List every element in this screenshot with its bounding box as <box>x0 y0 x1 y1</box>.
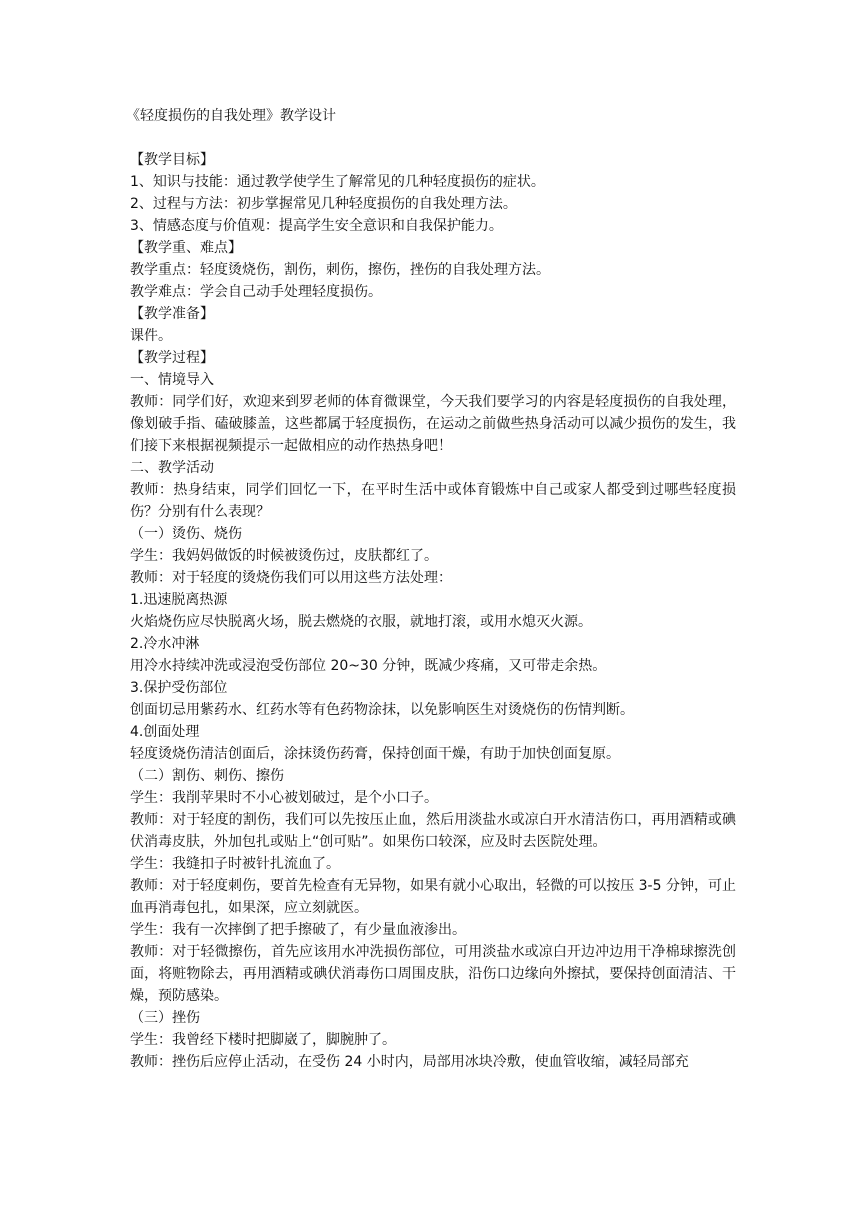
body-paragraph: 教师：对于轻度的烫烧伤我们可以用这些方法处理： <box>130 570 452 586</box>
section-heading-preparation: 【教学准备】 <box>130 306 214 322</box>
body-paragraph: 学生：我曾经下楼时把脚崴了，脚腕肿了。 <box>130 1032 396 1048</box>
body-paragraph: 学生：我削苹果时不小心被划破过，是个小口子。 <box>130 790 438 806</box>
preparation-text: 课件。 <box>130 328 172 344</box>
section-heading-key-points: 【教学重、难点】 <box>130 240 242 256</box>
body-paragraph: 火焰烧伤应尽快脱离火场，脱去燃烧的衣服，就地打滚，或用水熄灭火源。 <box>130 614 592 630</box>
subsection-heading: 二、教学活动 <box>130 460 214 476</box>
key-point: 教学重点：轻度烫烧伤，割伤，刺伤，擦伤，挫伤的自我处理方法。 <box>130 262 550 278</box>
body-paragraph: 创面切忌用紫药水、红药水等有色药物涂抹，以免影响医生对烫烧伤的伤情判断。 <box>130 702 634 718</box>
body-paragraph: 教师：对于轻度的割伤，我们可以先按压止血，然后用淡盐水或凉白开水清洁伤口，再用酒精或碘伏消毒皮肤，外加包扎或贴上“创可贴”。如果伤口较深，应及时去医院处理。 <box>130 812 736 850</box>
section-heading-process: 【教学过程】 <box>130 350 214 366</box>
difficult-point: 教学难点：学会自己动手处理轻度损伤。 <box>130 284 382 300</box>
subsection-heading: （二）割伤、刺伤、擦伤 <box>130 768 284 784</box>
body-paragraph: 教师：对于轻微擦伤，首先应该用水冲洗损伤部位，可用淡盐水或凉白开边冲边用干净棉球擦洗创面，将赃物除去，再用酒精或碘伏消毒伤口周围皮肤，沿伤口边缘向外擦拭，要保持创面清洁、干燥，预防感染。 <box>130 944 736 1004</box>
objective-item: 1、知识与技能：通过教学使学生了解常见的几种轻度损伤的症状。 <box>130 174 545 190</box>
numbered-heading: 4.创面处理 <box>130 724 200 740</box>
body-paragraph: 教师：热身结束，同学们回忆一下，在平时生活中或体育锻炼中自己或家人都受到过哪些轻度损伤？分别有什么表现？ <box>130 482 736 520</box>
body-paragraph: 学生：我缝扣子时被针扎流血了。 <box>130 856 340 872</box>
subsection-heading: （一）烫伤、烧伤 <box>130 526 242 542</box>
body-paragraph: 学生：我妈妈做饭的时候被烫伤过，皮肤都红了。 <box>130 548 438 564</box>
blank-line <box>130 127 736 149</box>
subsection-heading: （三）挫伤 <box>130 1010 200 1026</box>
body-paragraph: 轻度烫烧伤清洁创面后，涂抹烫伤药膏，保持创面干燥，有助于加快创面复原。 <box>130 746 620 762</box>
objective-item: 3、情感态度与价值观：提高学生安全意识和自我保护能力。 <box>130 218 503 234</box>
numbered-heading: 1.迅速脱离热源 <box>130 592 228 608</box>
body-paragraph: 教师：同学们好，欢迎来到罗老师的体育微课堂，今天我们要学习的内容是轻度损伤的自我处理，像划破手指、磕破膝盖，这些都属于轻度损伤，在运动之前做些热身活动可以减少损伤的发生，我们接下来根据视频提示一起做相应的动作热热身吧！ <box>130 394 736 454</box>
numbered-heading: 2.冷水冲淋 <box>130 636 200 652</box>
body-paragraph: 教师：对于轻度刺伤，要首先检查有无异物，如果有就小心取出，轻微的可以按压 3-5 分钟，可止血再消毒包扎，如果深，应立刻就医。 <box>130 878 736 916</box>
body-paragraph: 学生：我有一次摔倒了把手擦破了，有少量血液渗出。 <box>130 922 466 938</box>
body-paragraph: 用冷水持续冲洗或浸泡受伤部位 20~30 分钟，既减少疼痛，又可带走余热。 <box>130 658 607 674</box>
document-title: 《轻度损伤的自我处理》教学设计 <box>126 108 336 124</box>
objective-item: 2、过程与方法：初步掌握常见几种轻度损伤的自我处理方法。 <box>130 196 517 212</box>
document-body <box>126 105 736 1073</box>
subsection-heading: 一、情境导入 <box>130 372 214 388</box>
numbered-heading: 3.保护受伤部位 <box>130 680 228 696</box>
section-heading-objectives: 【教学目标】 <box>130 152 214 168</box>
body-paragraph: 教师：挫伤后应停止活动，在受伤 24 小时内，局部用冰块冷敷，使血管收缩，减轻局部充 <box>130 1054 689 1070</box>
